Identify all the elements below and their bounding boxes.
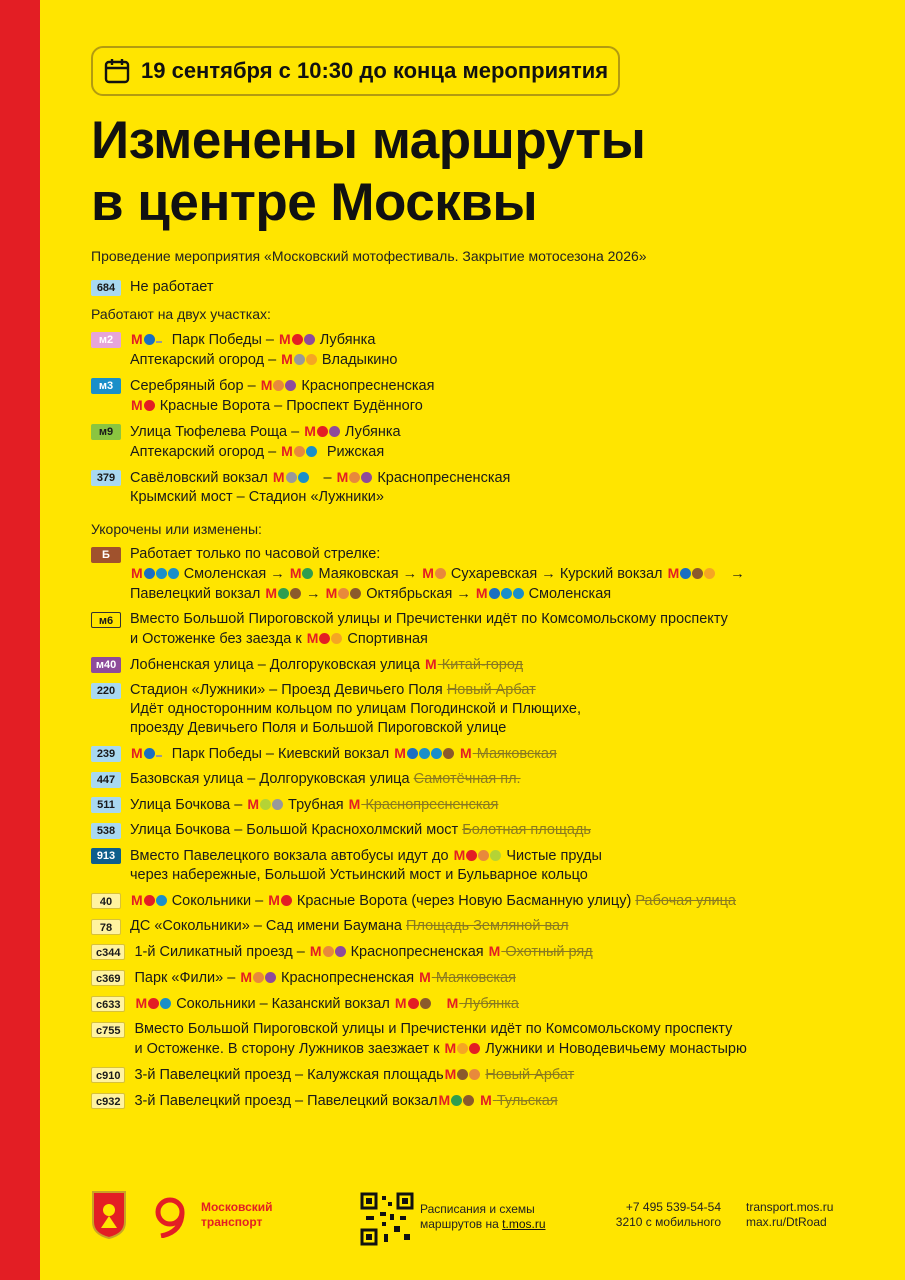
route-text: Аптекарский огород –: [130, 444, 277, 460]
route-row: [91, 468, 891, 507]
cancelled-stop: [418, 970, 516, 986]
metro-icon: М: [460, 745, 472, 761]
line-circle-icon: [457, 1043, 468, 1054]
line-circle-icon: [513, 588, 524, 599]
page-title: [91, 110, 891, 234]
cancelled-stop-text: Охотный ряд: [505, 944, 593, 960]
channel-link[interactable]: max.ru/DtRoad: [746, 1215, 827, 1229]
route-text: Вместо Большой Пироговской улицы и Пречистенки идёт по Комсомольскому проспекту: [134, 1021, 733, 1037]
route-row: [91, 744, 891, 764]
route-row: [91, 330, 891, 370]
line-circle-icon: [144, 568, 155, 579]
route-row: [91, 891, 891, 911]
route-text: Парк Победы –: [171, 332, 274, 348]
brand-line-1: Московский: [201, 1200, 273, 1214]
moscow-transport-logo-icon: [147, 1192, 193, 1238]
route-text: Красные Ворота – Проспект Будённого: [159, 398, 423, 414]
line-circle-icon: [335, 946, 346, 957]
metro-icon: М: [306, 630, 319, 646]
route-text: →: [730, 566, 745, 582]
route-info: [130, 846, 891, 885]
route-text: Парк «Фили» –: [134, 970, 236, 986]
line-circle-icon: [435, 568, 446, 579]
metro-icon: М: [425, 656, 437, 672]
cancelled-stop: [348, 797, 499, 813]
route-row: [91, 1091, 891, 1111]
line-circle-icon: [317, 426, 328, 437]
route-text: Лубянка: [344, 424, 401, 440]
metro-icon: М: [348, 796, 361, 812]
route-text: через набережные, Большой Устьинский мост и Бульварное кольцо: [130, 867, 588, 883]
line-circle-icon: [286, 472, 297, 483]
route-text: Крымский мост – Стадион «Лужники»: [130, 489, 384, 505]
route-badge: 78: [91, 919, 121, 935]
line-circle-icon: [469, 1069, 480, 1080]
metro-icon: М: [488, 943, 501, 959]
route-text: Краснопресненская: [301, 378, 435, 394]
metro-icon: М: [131, 745, 143, 761]
route-info: [130, 795, 891, 815]
line-circle-icon: [306, 446, 317, 457]
event-subtitle: Проведение мероприятия «Московский мотофестиваль. Закрытие мотосезона 2026»: [91, 248, 647, 264]
metro-icon: М: [475, 585, 488, 601]
metro-icon: М: [272, 469, 285, 485]
line-circle-icon: [680, 568, 691, 579]
route-info: [130, 770, 891, 789]
route-text: Идёт односторонним кольцом по улицам Погодинской и Плющихе,: [130, 701, 582, 717]
line-circle-icon: [285, 380, 296, 391]
schedules-line-1: Расписания и схемы: [420, 1202, 535, 1216]
metro-icon: М: [480, 1092, 492, 1108]
route-badge: 684: [91, 280, 121, 296]
route-text: Базовская улица – Долгоруковская улица: [130, 771, 410, 787]
line-circle-icon: [489, 588, 500, 599]
route-row: [91, 917, 891, 936]
line-circle-icon: [298, 472, 309, 483]
line-circle-icon: [304, 334, 315, 345]
qr-code-icon[interactable]: [360, 1192, 414, 1246]
metro-icon: М: [247, 796, 259, 812]
route-info: [130, 330, 891, 370]
route-badge: м40: [91, 657, 121, 673]
line-circle-icon: [260, 799, 271, 810]
route-info: [134, 1020, 891, 1059]
section-heading-two-parts: Работают на двух участках:: [91, 306, 271, 322]
metro-icon: М: [325, 585, 338, 601]
date-banner: [91, 46, 620, 96]
route-info: [130, 655, 891, 675]
line-circle-icon: [431, 748, 442, 759]
route-text: Савёловский вокзал: [130, 470, 268, 486]
title-line-1: Изменены маршруты: [91, 111, 646, 170]
moscow-coat-of-arms-icon: [91, 1190, 127, 1240]
route-row: [91, 968, 891, 988]
cancelled-stop-text: Площадь Земляной вал: [406, 918, 569, 934]
route-text: Улица Бочкова – Большой Краснохолмский мост: [130, 822, 459, 838]
line-circle-icon: [278, 588, 289, 599]
route-text: и Остоженке. В сторону Лужников заезжает к: [134, 1041, 440, 1057]
cancelled-stop-text: Маяковская: [435, 970, 516, 986]
route-info: [134, 968, 891, 988]
metro-icon: М: [446, 995, 459, 1011]
title-line-2: в центре Москвы: [91, 173, 538, 232]
route-text: Красные Ворота (через Новую Басманную улицу): [296, 893, 632, 909]
route-text: Маяковская →: [318, 566, 418, 582]
left-red-stripe: [0, 0, 40, 1280]
section-heading-shortened: Укорочены или изменены:: [91, 521, 262, 537]
route-row: [91, 278, 891, 297]
line-circle-icon: [692, 568, 703, 579]
route-text: 3-й Павелецкий проезд – Калужская площадь: [134, 1067, 444, 1083]
route-text: Краснопресненская: [377, 470, 511, 486]
route-row: [91, 770, 891, 789]
site-link[interactable]: transport.mos.ru: [746, 1200, 834, 1214]
route-info: [130, 917, 891, 936]
route-text: Чистые пруды: [506, 848, 602, 864]
cancelled-stop-text: Маяковская: [476, 746, 557, 762]
tmos-link[interactable]: t.mos.ru: [502, 1217, 546, 1231]
route-text: →: [306, 586, 321, 602]
route-row: [91, 846, 891, 885]
line-circle-icon: [329, 426, 340, 437]
metro-icon: М: [444, 1066, 457, 1082]
route-text: Сокольники – Казанский вокзал: [176, 996, 390, 1012]
line-circle-icon: [160, 998, 171, 1009]
route-text: 3-й Павелецкий проезд – Павелецкий вокзал: [134, 1093, 438, 1109]
line-circle-icon: [148, 998, 159, 1009]
line-circle-icon: [319, 633, 330, 644]
route-row: [91, 610, 891, 649]
route-info: Не работает: [130, 279, 214, 295]
route-badge: 447: [91, 772, 121, 788]
metro-icon: М: [289, 565, 302, 581]
route-row: [91, 655, 891, 675]
route-row: [91, 994, 891, 1014]
metro-icon: М: [131, 892, 143, 908]
route-info: [134, 1091, 891, 1111]
route-text: Лубянка: [319, 332, 376, 348]
calendar-icon: [103, 57, 131, 85]
cancelled-stop-text: Новый Арбат: [485, 1067, 575, 1083]
route-text: Аптекарский огород –: [130, 352, 277, 368]
cancelled-stop-text: Лубянка: [463, 996, 519, 1012]
route-info: [130, 821, 891, 840]
line-circle-icon: [168, 568, 179, 579]
route-text: Лужники и Новодевичьему монастырю: [485, 1041, 747, 1057]
route-text: Рижская: [326, 444, 385, 460]
route-text: 1-й Силикатный проезд –: [134, 944, 305, 960]
line-circle-icon: [478, 850, 489, 861]
route-text: Стадион «Лужники» – Проезд Девичьего Поля: [130, 682, 443, 698]
line-circle-icon: [144, 895, 155, 906]
route-text: Улица Тюфелева Роща –: [130, 424, 300, 440]
line-circle-icon: [463, 1095, 474, 1106]
metro-icon: М: [438, 1092, 451, 1108]
metro-icon: М: [419, 969, 431, 985]
line-square-icon: [156, 341, 162, 343]
metro-icon: М: [394, 745, 406, 761]
line-circle-icon: [273, 380, 284, 391]
cancelled-stop: [488, 944, 593, 960]
route-text: –: [323, 470, 332, 486]
route-text: Трубная: [288, 797, 344, 813]
metro-icon: М: [444, 1040, 457, 1056]
line-circle-icon: [306, 354, 317, 365]
route-row: [91, 795, 891, 815]
route-badge: 220: [91, 683, 121, 699]
metro-icon: М: [131, 331, 143, 347]
cancelled-stop-text: Краснопресненская: [365, 797, 499, 813]
short-phone: 3210 с мобильного: [615, 1215, 721, 1229]
route-badge: с755: [91, 1022, 125, 1038]
line-circle-icon: [469, 1043, 480, 1054]
route-badge: м3: [91, 378, 121, 394]
route-row: [91, 821, 891, 840]
route-badge: 239: [91, 746, 121, 762]
line-circle-icon: [156, 895, 167, 906]
metro-icon: М: [279, 331, 291, 347]
route-text: и Остоженке без заезда к: [130, 631, 302, 647]
metro-icon: М: [131, 565, 143, 581]
line-circle-icon: [323, 946, 334, 957]
line-circle-icon: [408, 998, 419, 1009]
line-circle-icon: [144, 400, 155, 411]
line-circle-icon: [350, 588, 361, 599]
line-circle-icon: [349, 472, 360, 483]
line-circle-icon: [457, 1069, 468, 1080]
date-text: 19 сентября с 10:30 до конца мероприятия: [141, 58, 609, 83]
route-badge: м9: [91, 424, 121, 440]
metro-icon: М: [131, 397, 143, 413]
line-circle-icon: [302, 568, 313, 579]
metro-icon: М: [268, 892, 280, 908]
line-circle-icon: [704, 568, 715, 579]
footer: [91, 1190, 861, 1250]
route-text: Сухаревская → Курский вокзал: [450, 566, 663, 582]
metro-icon: М: [304, 423, 316, 439]
metro-icon: М: [240, 969, 253, 985]
cancelled-stop-text: Болотная площадь: [462, 822, 591, 838]
route-badge: с369: [91, 970, 125, 986]
route-text: ДС «Сокольники» – Сад имени Баумана: [130, 918, 402, 934]
route-info: [130, 891, 891, 911]
route-text: Краснопресненская: [350, 944, 484, 960]
line-circle-icon: [281, 895, 292, 906]
route-row: [91, 1065, 891, 1085]
route-badge: 379: [91, 470, 121, 486]
metro-icon: М: [309, 943, 322, 959]
route-badge: 40: [91, 893, 121, 909]
route-text: Лобненская улица – Долгоруковская улица: [130, 657, 421, 673]
route-text: Парк Победы – Киевский вокзал: [171, 746, 390, 762]
route-badge: с910: [91, 1067, 125, 1083]
route-badge: 913: [91, 848, 121, 864]
cancelled-stop-text: Самотёчная пл.: [413, 771, 521, 787]
line-circle-icon: [272, 799, 283, 810]
line-circle-icon: [361, 472, 372, 483]
line-circle-icon: [420, 998, 431, 1009]
route-text: Вместо Павелецкого вокзала автобусы идут до: [130, 848, 449, 864]
schedules-line-2: маршрутов на: [420, 1217, 503, 1231]
metro-icon: М: [260, 377, 273, 393]
route-badge: с633: [91, 996, 125, 1012]
line-circle-icon: [338, 588, 349, 599]
route-text: Спортивная: [347, 631, 428, 647]
route-badge: с344: [91, 944, 125, 960]
route-badge: м2: [91, 332, 121, 348]
route-text: Работает только по часовой стрелке:: [130, 546, 381, 562]
metro-icon: М: [667, 565, 680, 581]
metro-icon: М: [135, 995, 148, 1011]
cancelled-stop: [446, 996, 519, 1012]
line-circle-icon: [466, 850, 477, 861]
route-row: [91, 422, 891, 462]
metro-icon: М: [453, 847, 466, 863]
route-info: [134, 942, 891, 962]
metro-icon: М: [265, 585, 277, 601]
route-text: Серебряный бор –: [130, 378, 256, 394]
line-circle-icon: [443, 748, 454, 759]
line-circle-icon: [407, 748, 418, 759]
line-circle-icon: [490, 850, 501, 861]
route-text: Октябрьская →: [366, 586, 471, 602]
brand-line-2: транспорт: [201, 1215, 263, 1229]
line-circle-icon: [451, 1095, 462, 1106]
route-info: [134, 1065, 891, 1085]
route-badge: с932: [91, 1093, 125, 1109]
line-circle-icon: [144, 748, 155, 759]
route-badge: 511: [91, 797, 121, 813]
line-circle-icon: [294, 354, 305, 365]
metro-icon: М: [394, 995, 407, 1011]
line-circle-icon: [294, 446, 305, 457]
cancelled-stop: [459, 746, 557, 762]
cancelled-stop-text: Тульская: [496, 1093, 558, 1109]
route-badge: 538: [91, 823, 121, 839]
line-circle-icon: [156, 568, 167, 579]
route-text: Вместо Большой Пироговской улицы и Пречистенки идёт по Комсомольскому проспекту: [130, 611, 728, 627]
route-info: [130, 744, 891, 764]
route-text: Краснопресненская: [281, 970, 415, 986]
phone-number[interactable]: +7 495 539-54-54: [625, 1200, 721, 1214]
notice-content: [91, 46, 891, 1117]
route-info: [130, 610, 891, 649]
line-circle-icon: [331, 633, 342, 644]
route-text: Владыкино: [321, 352, 398, 368]
route-row: [91, 545, 891, 604]
schedules-info: [420, 1202, 546, 1232]
route-info: [130, 545, 891, 604]
route-row: [91, 376, 891, 416]
route-info: [130, 422, 891, 462]
transport-brand: [201, 1200, 273, 1230]
route-text: Павелецкий вокзал: [130, 586, 261, 602]
line-circle-icon: [290, 588, 301, 599]
phone-info: [615, 1200, 721, 1230]
metro-icon: М: [281, 443, 293, 459]
route-row: [91, 942, 891, 962]
route-text: Смоленская: [528, 586, 612, 602]
cancelled-stop: [479, 1093, 558, 1109]
line-square-icon: [156, 755, 162, 757]
route-badge: м6: [91, 612, 121, 628]
web-links: [746, 1200, 833, 1230]
route-badge: Б: [91, 547, 121, 563]
line-circle-icon: [265, 972, 276, 983]
line-circle-icon: [253, 972, 264, 983]
route-row: [91, 681, 891, 738]
route-info: [130, 468, 891, 507]
metro-icon: М: [336, 469, 349, 485]
route-row: [91, 1020, 891, 1059]
route-text: Улица Бочкова –: [130, 797, 243, 813]
line-circle-icon: [501, 588, 512, 599]
route-text: проезду Девичьего Поля и Большой Пироговской улице: [130, 720, 507, 736]
line-circle-icon: [292, 334, 303, 345]
cancelled-stop-text: Новый Арбат: [446, 682, 536, 698]
cancelled-stop-text: Китай-город: [441, 657, 524, 673]
route-text: Сокольники –: [171, 893, 264, 909]
metro-icon: М: [422, 565, 434, 581]
metro-icon: М: [281, 351, 293, 367]
cancelled-stop: [424, 657, 523, 673]
cancelled-stop-text: Рабочая улица: [635, 893, 736, 909]
route-info: [130, 681, 891, 738]
line-circle-icon: [144, 334, 155, 345]
route-text: Смоленская →: [183, 566, 285, 582]
route-info: [130, 376, 891, 416]
route-info: [134, 994, 891, 1014]
line-circle-icon: [419, 748, 430, 759]
